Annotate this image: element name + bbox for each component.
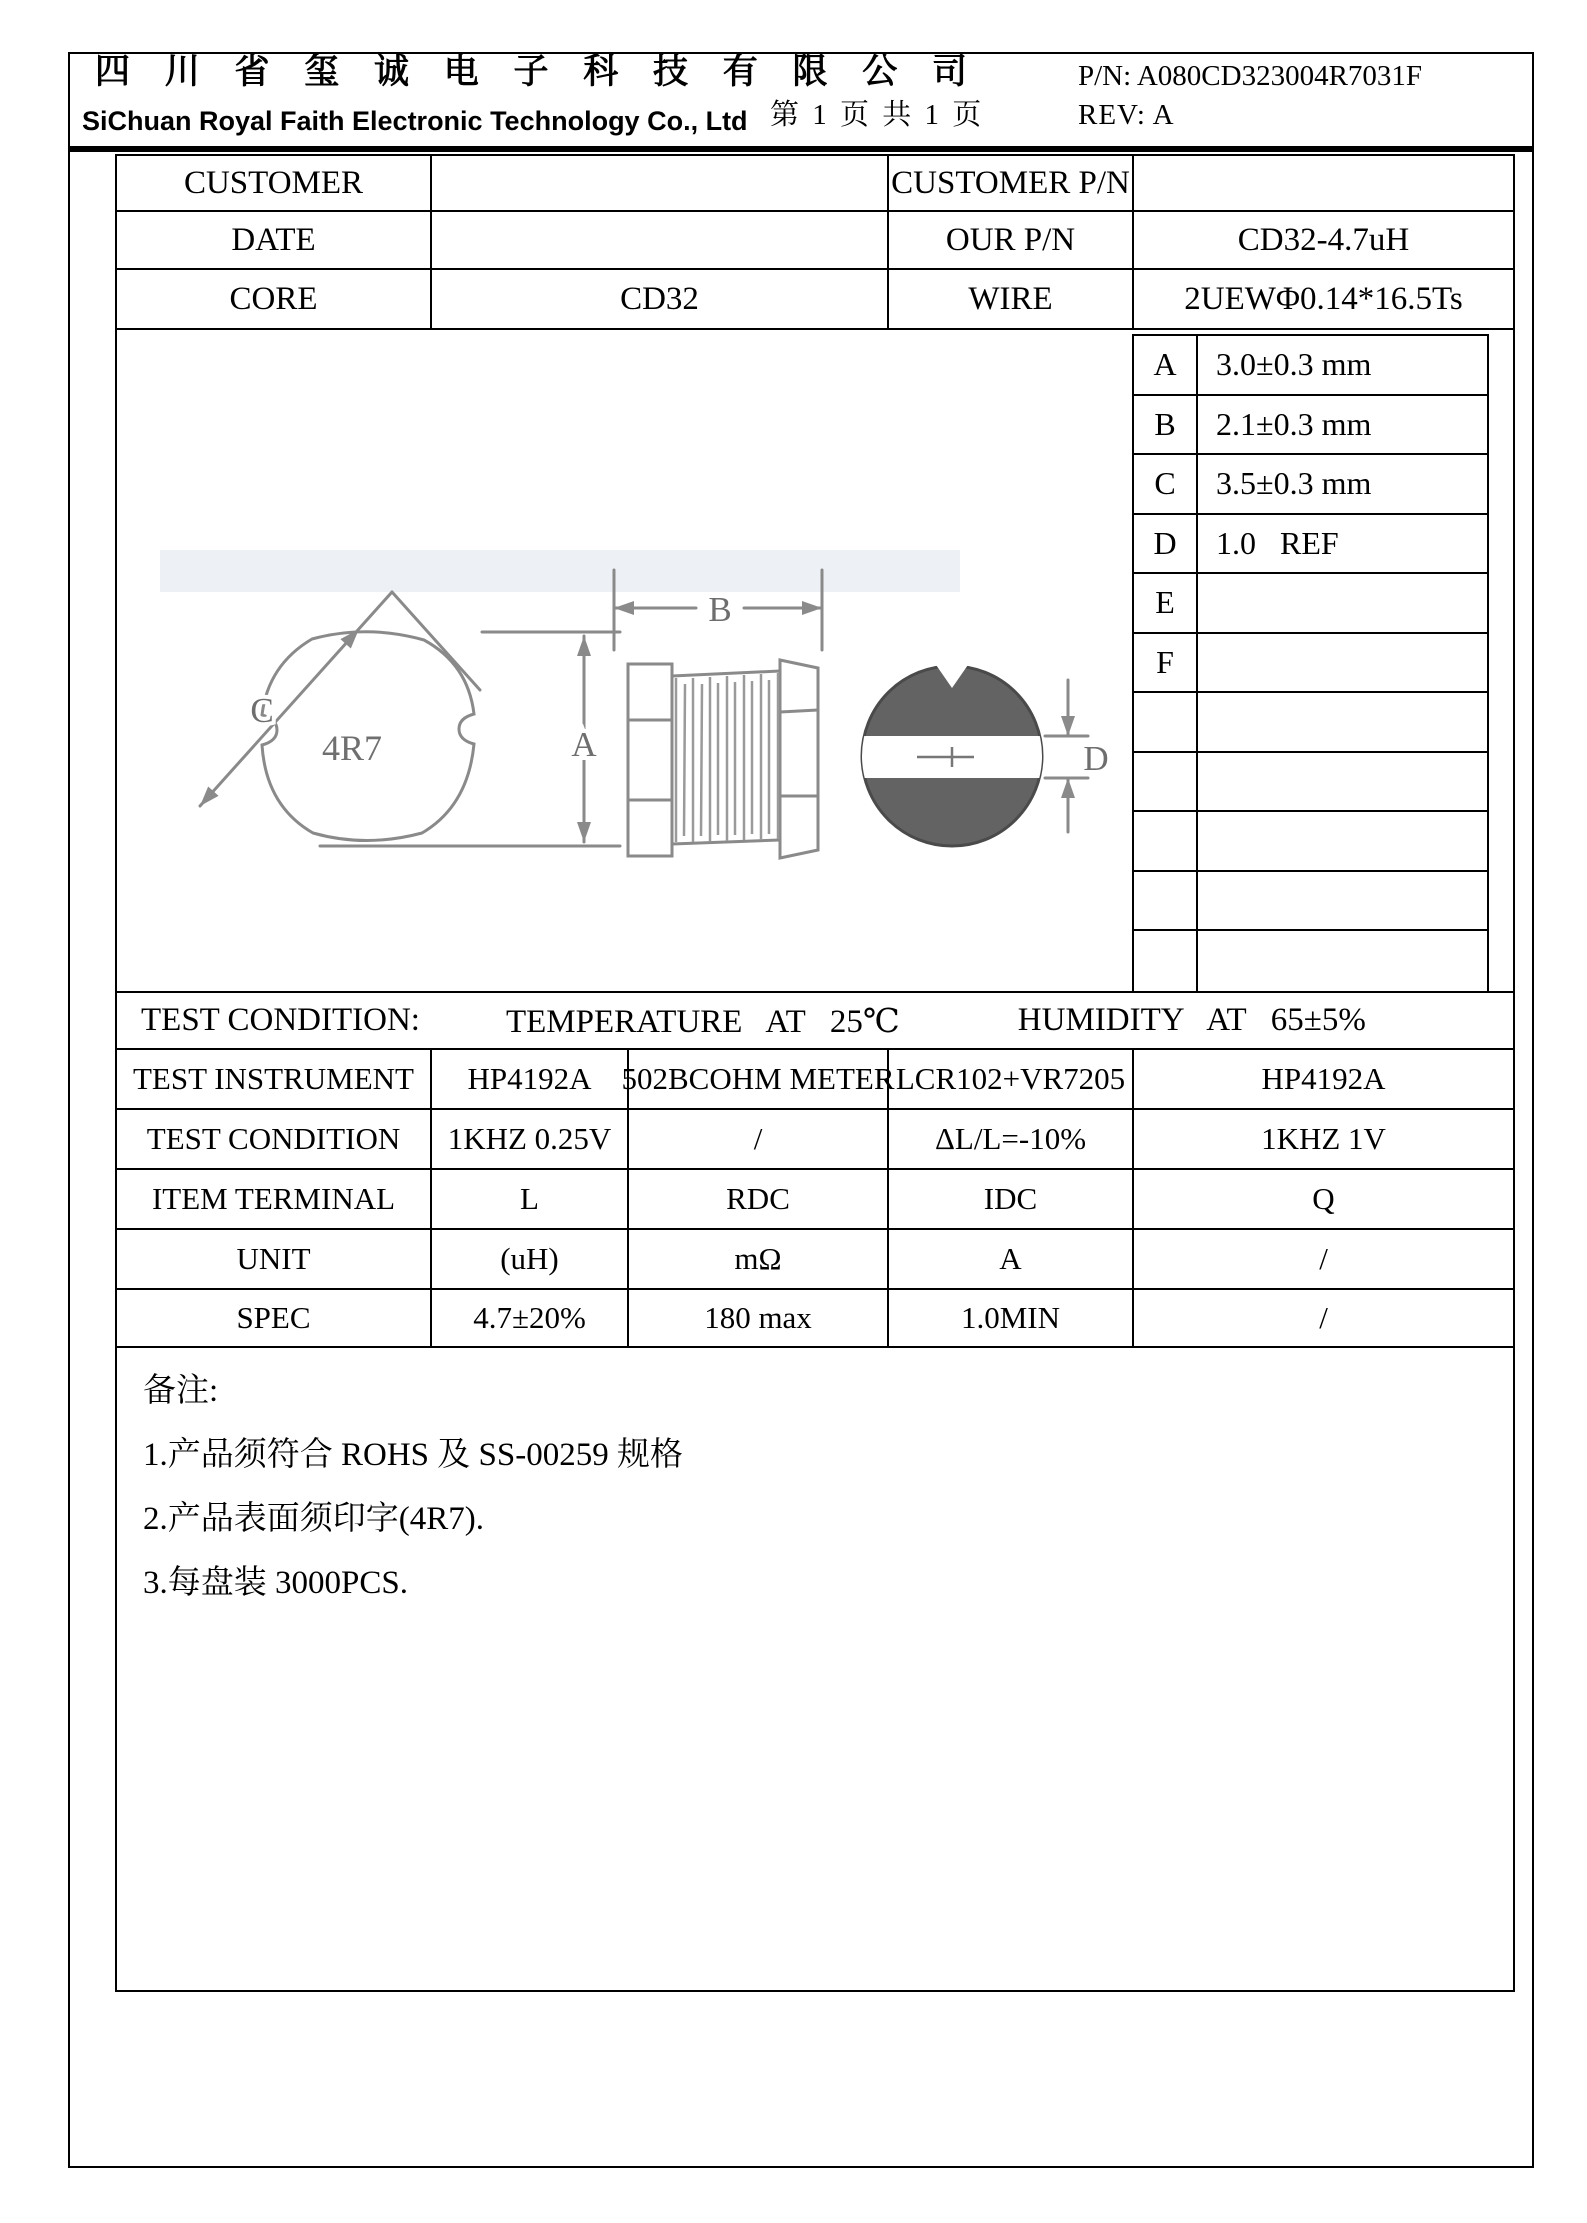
dim-key [1134,812,1198,872]
dim-key [1134,931,1198,991]
dim-key: A [1134,336,1198,396]
test-cell: (uH) [432,1230,629,1290]
company-name-en: SiChuan Royal Faith Electronic Technology Co., Ltd [82,106,748,136]
note-item: 2.产品表面须印字(4R7). [143,1501,484,1537]
dim-key: B [1134,396,1198,456]
header-divider-rule [70,146,1532,152]
test-cell: 1KHZ 1V [1134,1110,1513,1170]
notes-title: 备注: [143,1373,219,1409]
dim-value [1198,872,1487,932]
right-flange [780,660,818,858]
test-cell: 502BCOHM METER [629,1050,889,1110]
info-value-date [432,212,889,270]
dim-label-c: C [250,691,274,730]
test-cell: mΩ [629,1230,889,1290]
dim-label-d: D [1083,739,1109,778]
test-cell: L [432,1170,629,1230]
info-value-core: CD32 [432,270,889,330]
info-label-wire: WIRE [889,270,1134,330]
winding-top-line [672,671,780,676]
scan-artifact-band [160,550,960,592]
test-cell: 1.0MIN [889,1290,1134,1348]
test-cell: 4.7±20% [432,1290,629,1348]
test-cell: LCR102+VR7205 [889,1050,1134,1110]
test-condition-header-row [117,993,1513,1050]
test-row-label: TEST CONDITION [117,1110,432,1170]
test-cell: / [1134,1230,1513,1290]
dim-value [1198,753,1487,813]
rev-label: REV: [1078,99,1146,131]
test-row-label: TEST INSTRUMENT [117,1050,432,1110]
dim-label-b: B [708,590,732,629]
dim-value [1198,634,1487,694]
dimension-table [1132,334,1489,993]
info-label-our-pn: OUR P/N [889,212,1134,270]
dim-value [1198,693,1487,753]
test-cell: Q [1134,1170,1513,1230]
info-value-our-pn: CD32-4.7uH [1134,212,1513,270]
test-cell: 180 max [629,1290,889,1348]
info-label-core: CORE [117,270,432,330]
test-cell: RDC [629,1170,889,1230]
info-value-wire: 2UEWΦ0.14*16.5Ts [1134,270,1513,330]
left-flange [628,664,672,856]
inductor-technical-drawing [152,544,1112,894]
notes-section [117,1348,1513,1603]
info-value-customer-pn [1134,156,1513,212]
coil-winding-lines [676,673,778,842]
part-number-line [1078,60,1422,93]
temperature-condition: TEMPERATURE AT 25℃ [505,1003,900,1040]
dim-value [1198,812,1487,872]
dim-value: 1.0 REF [1198,515,1487,575]
dim-value [1198,574,1487,634]
humidity-condition: HUMIDITY AT 65±5% [1017,1002,1366,1038]
test-row-label: UNIT [117,1230,432,1290]
dim-value [1198,931,1487,991]
info-label-customer-pn: CUSTOMER P/N [889,156,1134,212]
test-condition-label: TEST CONDITION: [141,1002,420,1038]
spec-table [115,154,1515,1992]
test-cell: 1KHZ 0.25V [432,1110,629,1170]
drawing-cell [117,330,1513,993]
note-item: 1.产品须符合 ROHS 及 SS-00259 规格 [143,1437,683,1473]
dim-key [1134,753,1198,813]
dim-value: 2.1±0.3 mm [1198,396,1487,456]
pn-value: A080CD323004R7031F [1136,60,1423,92]
dim-key: F [1134,634,1198,694]
dim-key: C [1134,455,1198,515]
rev-value: A [1152,99,1175,131]
test-cell: HP4192A [1134,1050,1513,1110]
test-cell: A [889,1230,1134,1290]
test-row-label: SPEC [117,1290,432,1348]
company-name-cn: 四 川 省 玺 诚 电 子 科 技 有 限 公 司 [95,52,981,91]
dim-value: 3.0±0.3 mm [1198,336,1487,396]
test-cell: IDC [889,1170,1134,1230]
test-cell: ΔL/L=-10% [889,1110,1134,1170]
dim-key: E [1134,574,1198,634]
note-item: 3.每盘装 3000PCS. [143,1565,408,1601]
test-cell: HP4192A [432,1050,629,1110]
info-value-customer [432,156,889,212]
dim-key: D [1134,515,1198,575]
info-label-customer: CUSTOMER [117,156,432,212]
dim-value: 3.5±0.3 mm [1198,455,1487,515]
info-grid [117,156,1513,330]
test-grid [117,1050,1513,1348]
dim-label-a: A [571,725,597,764]
test-row-label: ITEM TERMINAL [117,1170,432,1230]
page-number-info: 第 1 页 共 1 页 [770,99,985,131]
test-cell: / [1134,1290,1513,1348]
dim-key [1134,872,1198,932]
pn-label: P/N: [1078,60,1132,92]
info-label-date: DATE [117,212,432,270]
dim-key [1134,693,1198,753]
revision-line [1078,99,1175,132]
part-marking-label: 4R7 [321,728,383,768]
test-cell: / [629,1110,889,1170]
